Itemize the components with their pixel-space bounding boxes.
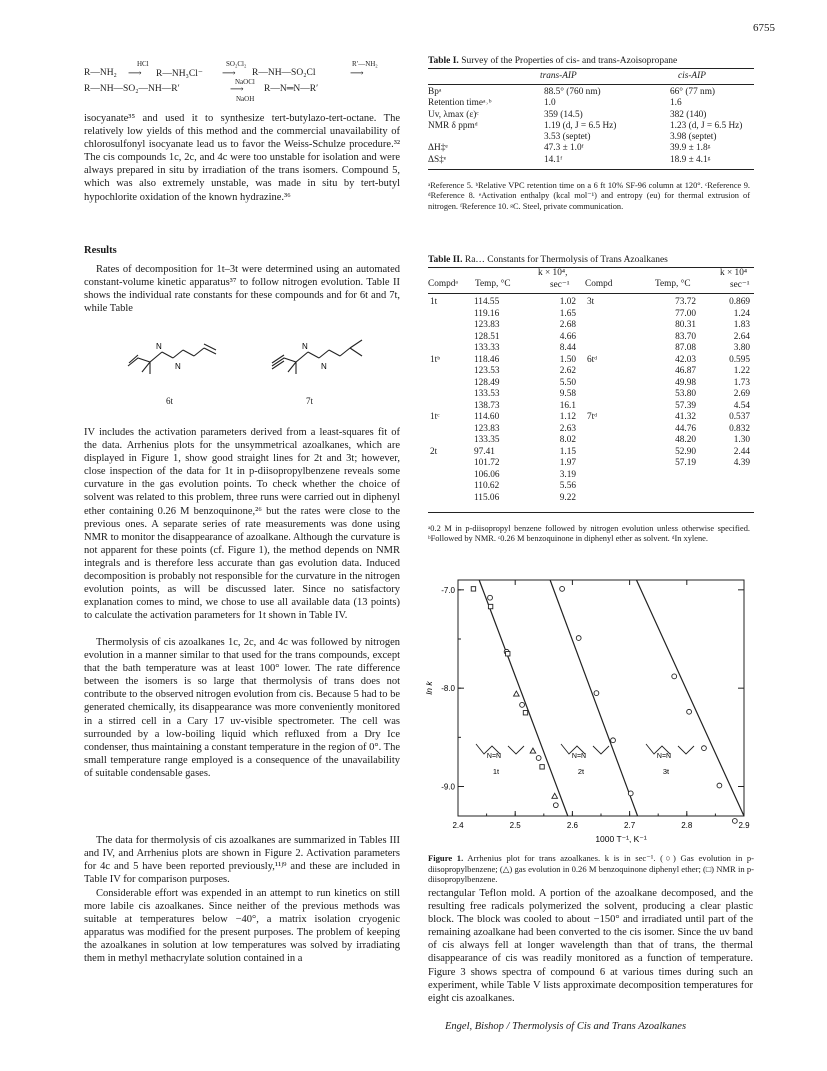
fit-line-1t xyxy=(479,580,568,816)
table2-cell xyxy=(428,378,472,390)
table2-cell: 1.15 xyxy=(559,446,576,457)
point-nmr-1t xyxy=(471,587,475,591)
table2-cell: 97.41 xyxy=(474,446,495,457)
fit-line-3t xyxy=(636,580,744,816)
table2-row xyxy=(428,424,578,436)
table2-row xyxy=(428,435,578,447)
table2-cell xyxy=(585,309,644,321)
table2-cell: 0.595 xyxy=(729,354,750,365)
table2-cell: 1.97 xyxy=(559,458,576,468)
table2-row xyxy=(585,401,752,413)
scheme-ammonium: R—NH₃Cl⁻ xyxy=(156,69,203,79)
table2-cell: 138.73 xyxy=(474,400,500,411)
figure-1-arrhenius-plot xyxy=(418,574,758,848)
table2-cell: 57.39 xyxy=(675,400,696,411)
table2-label: Table II. xyxy=(428,255,463,265)
table2-cell: 9.22 xyxy=(559,492,576,503)
point-gas-1t xyxy=(553,803,558,808)
point-gas-1t xyxy=(488,595,493,600)
left-paragraph-3 xyxy=(84,426,400,622)
table2-h-sec2: sec⁻¹ xyxy=(730,280,750,290)
table2-cell: 73.72 xyxy=(675,297,696,307)
table1-cell: 88.5° (760 nm) xyxy=(544,87,601,97)
scheme-sulfamide: R—NH—SO₂—NH—R′ xyxy=(84,84,180,94)
table2-row xyxy=(585,412,752,424)
table2-cell: 2.68 xyxy=(559,320,576,330)
table2-cell: 1.65 xyxy=(559,308,576,319)
table2-row xyxy=(428,320,578,332)
table2-cell: 118.46 xyxy=(474,354,500,365)
table2-row xyxy=(585,309,752,321)
x-axis-label: 1000 T⁻¹, K⁻¹ xyxy=(595,834,647,844)
left-paragraph-2 xyxy=(84,263,400,315)
point-bq-1t xyxy=(530,748,536,753)
point-gas-3t xyxy=(732,819,737,824)
table2-row xyxy=(585,447,752,459)
table1-cell: 1.23 (d, J = 6.5 Hz) xyxy=(670,120,743,131)
table2-cell xyxy=(585,343,644,355)
table2-cell xyxy=(428,309,472,321)
table1-cell: 359 (14.5) xyxy=(544,109,583,120)
table1-cell: 14.1ᶠ xyxy=(544,154,563,165)
table2-cell: 128.51 xyxy=(474,331,500,342)
table2-cell xyxy=(428,366,472,378)
table2-rule-bottom xyxy=(428,512,754,513)
paragraph-rates: Rates of decomposition for 1t–3t were determined using an automated constant-volume kinetic apparatus³⁷ to follow nitrogen evolution. Table II shows the individual rate constants for these compounds and for 6t and 7t, while Table xyxy=(84,264,400,315)
table1-cell: 382 (140) xyxy=(670,109,707,120)
structure-3t-tail xyxy=(678,746,694,754)
table2-cell: 57.19 xyxy=(675,458,696,468)
table1-cell: Bpᵃ xyxy=(428,87,442,97)
table2-cell: 4.66 xyxy=(559,331,576,342)
n-label: N xyxy=(321,362,327,371)
table2-h-temp2: Temp, °C xyxy=(655,279,691,289)
table1-cell: Uv, λmax (ε)ᶜ xyxy=(428,109,479,120)
table1-cell: 1.6 xyxy=(670,98,682,109)
table2-cell xyxy=(585,401,644,413)
label-6t: 6t xyxy=(166,396,174,406)
scheme-arrow-1: ⟶ xyxy=(128,69,142,79)
table2-cell: 83.70 xyxy=(675,331,696,342)
table2-cell: 5.56 xyxy=(559,481,576,491)
table2-cell: 46.87 xyxy=(675,366,696,376)
table2-cell: 106.06 xyxy=(474,469,500,480)
table1-row xyxy=(426,143,764,154)
table2-cell xyxy=(428,424,472,436)
paragraph-cis-thermolysis: Thermolysis of cis azoalkanes 1c, 2c, and 4c was followed by nitrogen evolution in a manner similar to that used for the trans compounds, except that the bath temperature was at least 100° lower. The rate difference between the isomers is so large that thermolysis of trans does not contribute to the observed nitrogen evolution from cis. Because 5 had to be generated chemically, its disappearance was more conveniently monitored in a stirred cell in a Cary 17 uv-visible spectrometer. The cell was surrounded by a low-boiling liquid which refluxed from a Dry Ice condenser, thus maintaining a constant temperature in the region of 0°. The small temperature range employed is a consequence of the unavailability of suitable condensable gases. xyxy=(84,637,400,779)
structure-2t-tail xyxy=(593,746,609,754)
x-tick-label: 2.6 xyxy=(566,821,578,830)
table2-row xyxy=(585,366,752,378)
table2-h-compd: Compdᵃ xyxy=(428,279,458,289)
table2-row xyxy=(428,355,578,367)
table2-cell xyxy=(428,343,472,355)
x-tick-label: 2.4 xyxy=(452,821,464,830)
table2-cell: 2.44 xyxy=(733,446,750,457)
table2-cell: 2t xyxy=(430,446,438,457)
table2-cell: 1.22 xyxy=(733,366,750,376)
table2-cell: 49.98 xyxy=(675,377,696,388)
table2-row xyxy=(585,320,752,332)
table2-cell: 133.53 xyxy=(474,389,500,399)
table1-title xyxy=(428,56,758,66)
table1-row xyxy=(426,110,764,121)
table2-cell: 7tᵈ xyxy=(587,412,598,422)
table2-cell: 1.24 xyxy=(733,308,750,319)
table2-left-block xyxy=(428,297,578,504)
reagent-naoh: NaOH xyxy=(236,95,255,103)
table2-row xyxy=(428,297,578,309)
table2-cell: 2.64 xyxy=(733,331,750,342)
table2-cell: 2.62 xyxy=(559,366,576,376)
table1-caption: Survey of the Properties of cis- and trans-Azoisopropane xyxy=(461,56,678,66)
table1-cell: 66° (77 nm) xyxy=(670,87,716,97)
table2-cell: 52.90 xyxy=(675,446,696,457)
table1-cell: 47.3 ± 1.0ᶠ xyxy=(544,143,584,154)
figure-1-caption xyxy=(428,853,754,885)
table2-cell: 0.537 xyxy=(729,412,750,422)
structure-1t-nn: N=N xyxy=(486,753,502,760)
table2-cell xyxy=(585,424,644,436)
table2-cell: 80.31 xyxy=(675,320,696,330)
table2-cell xyxy=(428,470,472,482)
reagent-amine: R′—NH₂ xyxy=(352,60,378,68)
table1-cell: ΔS‡ᵉ xyxy=(428,154,447,165)
point-bq-1t xyxy=(514,691,520,696)
n-label: N xyxy=(302,342,308,351)
table2-h-k-left: k × 10⁴, xyxy=(538,268,568,278)
table2-row xyxy=(428,401,578,413)
structure-2t-nn: N=N xyxy=(571,753,587,760)
table2-cell: 48.20 xyxy=(675,435,696,445)
point-nmr-1t xyxy=(488,604,492,608)
table1-row xyxy=(426,155,764,166)
table2-row xyxy=(428,458,578,470)
fit-line-2t xyxy=(550,580,638,816)
point-bq-1t xyxy=(552,793,558,798)
table2-cell: 4.54 xyxy=(733,400,750,411)
table2-cell: 8.02 xyxy=(559,435,576,445)
point-gas-2t xyxy=(628,791,633,796)
table2-cell: 115.06 xyxy=(474,492,500,503)
right-paragraph-1 xyxy=(428,887,753,1005)
table2-cell: 123.83 xyxy=(474,320,500,330)
table2-cell: 0.832 xyxy=(729,423,750,434)
table2-cell: 114.55 xyxy=(474,297,500,307)
table2-row xyxy=(428,378,578,390)
table2-row xyxy=(428,447,578,459)
table2-cell: 5.50 xyxy=(559,377,576,388)
table2-cell: 128.49 xyxy=(474,377,500,388)
table1-rule-bottom xyxy=(428,169,754,170)
table2-cell xyxy=(585,458,644,470)
table1-cell: 1.0 xyxy=(544,98,556,109)
scheme-amine: R—NH₂ xyxy=(84,68,117,78)
point-gas-1t xyxy=(536,756,541,761)
structure-3t-nn: N=N xyxy=(656,753,672,760)
x-tick-label: 2.7 xyxy=(624,821,636,830)
table2-cell xyxy=(585,332,644,344)
table2-cell xyxy=(585,389,644,401)
figure-1-label: Figure 1. xyxy=(428,853,464,863)
table2-body xyxy=(585,297,752,470)
table2-row xyxy=(585,458,752,470)
table2-cell: 41.32 xyxy=(675,412,696,422)
table2-cell: 0.869 xyxy=(729,297,750,307)
scheme-arrow-4: ⟶ xyxy=(230,85,244,95)
structure-label-2t: 2t xyxy=(577,767,585,776)
table2-cell: 44.76 xyxy=(675,423,696,434)
y-tick-label: -8.0 xyxy=(441,684,455,694)
table2-h-temp: Temp, °C xyxy=(475,279,511,289)
table2-row xyxy=(585,343,752,355)
table2-cell: 3.19 xyxy=(559,469,576,480)
table2-row xyxy=(585,332,752,344)
paragraph-isocyanate: isocyanate³⁵ and used it to synthesize tert-butylazo-tert-octane. The relatively low yields of this method and the commercial unavailability of chlorosulfonyl isocyanate lead us to favor the Weiss-Schulze procedure.³² The cis compounds 1c, 2c, and 4c were too unstable for isolation and were always prepared in situ by irradiation of the trans isomers. Compound 5, which was also extremely unstable, was made in situ by tert-butyl hypochlorite oxidation of the known hydrazine.³⁶ xyxy=(84,113,400,203)
results-heading: Results xyxy=(84,245,117,256)
table2-cell: 16.1 xyxy=(559,400,576,411)
table1-col-cis: cis-AIP xyxy=(678,71,706,81)
table2-cell: 114.60 xyxy=(474,412,500,422)
table2-cell: 42.03 xyxy=(675,354,696,365)
table2-cell: 123.83 xyxy=(474,423,500,434)
table2-cell: 110.62 xyxy=(474,481,500,491)
scheme-sulfamoyl: R—NH—SO₂Cl xyxy=(252,68,316,78)
table1-cell: NMR δ ppmᵈ xyxy=(428,120,478,131)
table2-cell: 1.12 xyxy=(559,412,576,422)
left-paragraph-1 xyxy=(84,112,400,204)
structures-6t-7t xyxy=(120,336,380,386)
table1-cell: 1.19 (d, J = 6.5 Hz) xyxy=(544,120,617,131)
table1-cell: ΔH‡ᵉ xyxy=(428,143,448,154)
table1-row xyxy=(426,132,764,143)
table2-cell xyxy=(428,332,472,344)
table2-cell xyxy=(428,493,472,505)
table2-cell: 3t xyxy=(587,297,595,307)
table2-cell: 1.73 xyxy=(733,377,750,388)
table2-cell: 101.72 xyxy=(474,458,500,468)
table1 xyxy=(426,87,764,166)
table2-h-k-right: k × 10⁴ xyxy=(720,268,748,278)
table2-cell xyxy=(585,320,644,332)
table2-row xyxy=(428,493,578,505)
point-gas-2t xyxy=(560,586,565,591)
x-tick-label: 2.8 xyxy=(681,821,693,830)
table2-cell xyxy=(428,481,472,493)
table2-rule-header xyxy=(428,293,754,294)
point-gas-2t xyxy=(611,738,616,743)
table2-cell: 123.53 xyxy=(474,366,500,376)
table2-rule-top xyxy=(428,267,754,268)
table2-cell: 1.30 xyxy=(733,435,750,445)
table2-cell xyxy=(428,320,472,332)
point-gas-3t xyxy=(717,783,722,788)
paragraph-cis-summary: The data for thermolysis of cis azoalkanes are summarized in Tables III and IV, and Arrhenius plots are shown in Figure 2. Activation parameters for 4c and 5 have been reported previously,¹¹ʲ⁹ and these are included in Table IV for comparison purposes. xyxy=(84,835,400,886)
table2-cell: 119.16 xyxy=(474,308,500,319)
reagent-hcl: HCl xyxy=(137,60,149,68)
table1-row xyxy=(426,87,764,98)
table2-cell: 77.00 xyxy=(675,308,696,319)
plot-frame xyxy=(458,580,744,816)
n-label: N xyxy=(156,342,162,351)
table1-label: Table I. xyxy=(428,56,459,66)
point-gas-2t xyxy=(594,691,599,696)
table2-row xyxy=(428,389,578,401)
table2-cell: 6tᵈ xyxy=(587,354,598,365)
reagent-naocl: NaOCl xyxy=(235,78,255,86)
table2-row xyxy=(585,355,752,367)
table2-cell xyxy=(585,378,644,390)
table2-cell xyxy=(585,435,644,447)
table2-row xyxy=(428,481,578,493)
table2-row xyxy=(428,412,578,424)
table1-rule-header xyxy=(428,84,754,85)
label-7t: 7t xyxy=(306,396,314,406)
structure-label-3t: 3t xyxy=(662,767,670,776)
table2-row xyxy=(428,470,578,482)
y-axis-label: ln k xyxy=(424,681,434,695)
table2-cell: 1.83 xyxy=(733,320,750,330)
table2-cell: 1tᶜ xyxy=(430,412,440,422)
left-paragraph-4 xyxy=(84,636,400,780)
reagent-so2cl2: SO₂Cl₂ xyxy=(226,60,247,68)
table1-cell: 3.53 (septet) xyxy=(544,132,591,143)
table2-cell xyxy=(585,366,644,378)
left-paragraph-5 xyxy=(84,834,400,886)
point-nmr-1t xyxy=(506,652,510,656)
structure-label-1t: 1t xyxy=(492,767,500,776)
paragraph-teflon: rectangular Teflon mold. A portion of the azoalkane decomposed, and the resulting free radicals polymerized the solvent, producing a clear plastic block. The block was cooled to about −150° and irradiated until part of the remaining azoalkane had been converted to the cis isomer. Since the uv band of cis always fell at longer wavelength than that of trans, the thermal disappearance of cis was readily monitored as a function of temperature. Figure 3 shows spectra of compound 6 at various times during such an experiment, while Table V lists approximate decomposition temperatures for eight cis azoalkanes. xyxy=(428,888,753,1004)
table1-cell: 39.9 ± 1.8ᵍ xyxy=(670,143,711,154)
table2-row xyxy=(428,332,578,344)
paragraph-activation: IV includes the activation parameters derived from a least-squares fit of the data. Arrhenius plots for the unsymmetrical azoalkanes, which are displayed in Figure 1, show good straight lines for 2t and 3t; however, close inspection of the data for 1t in p-diisopropylbenzene reveals some curvature in the gas evolution points. To check whether the choice of solvent was related to this problem, three runs were carried out in diphenyl ether containing 0.26 M benzoquinone,²⁶ but the rates were close to the previous ones. A separate series of rate measurements was done using NMR to monitor the disappearance of azoalkane. Although the curvature is not apparent for these points (cf. Figure 1), the method depends on NMR integrals and is therefore less accurate than gas evolution data. Induced decomposition is probably not responsible for the curvature in the nitrogen evolution points, as will be discussed later. Since no satisfactory explanation comes to mind, we chose to use all available data (13 points) to calculate the activation parameters for 1t shown in Table IV. xyxy=(84,427,400,622)
reaction-scheme xyxy=(84,60,400,108)
table2-cell: 1tᵇ xyxy=(430,354,441,365)
point-nmr-1t xyxy=(523,711,527,715)
y-tick-label: -9.0 xyxy=(441,782,455,792)
table2-row xyxy=(585,435,752,447)
table1-col-trans: trans-AIP xyxy=(540,71,577,81)
table2-body xyxy=(428,297,578,504)
structure-1t-tail xyxy=(508,746,524,754)
table2-row xyxy=(585,297,752,309)
table2-footnote: ᵃ0.2 M in p-diisopropyl benzene followed by nitrogen evolution unless otherwise specified. ᵇFollowed by NMR. ᶜ0.26 M benzoquinone in diphenyl ether as solvent. ᵈIn xylene. xyxy=(428,524,750,544)
table2-cell: 53.80 xyxy=(675,389,696,399)
scheme-azoalkane: R—N═N—R′ xyxy=(264,84,319,94)
y-tick-label: -7.0 xyxy=(441,585,455,595)
table1-row xyxy=(426,98,764,109)
left-paragraph-6 xyxy=(84,887,400,966)
x-tick-label: 2.5 xyxy=(509,821,521,830)
table2-cell: 1t xyxy=(430,297,438,307)
table2-row xyxy=(585,389,752,401)
x-tick-label: 2.9 xyxy=(738,821,750,830)
point-gas-3t xyxy=(687,709,692,714)
point-gas-1t xyxy=(520,702,525,707)
running-footer: Engel, Bishop / Thermolysis of Cis and Trans Azoalkanes xyxy=(445,1021,687,1032)
table2-right-block xyxy=(585,297,752,470)
table2-row xyxy=(585,378,752,390)
point-gas-3t xyxy=(672,674,677,679)
table1-cell: 18.9 ± 4.1ᵍ xyxy=(670,154,711,165)
table2-cell: 3.80 xyxy=(733,343,750,353)
table2-row xyxy=(428,309,578,321)
point-gas-3t xyxy=(702,746,707,751)
point-gas-2t xyxy=(576,636,581,641)
point-nmr-1t xyxy=(540,765,544,769)
table2-cell xyxy=(428,458,472,470)
figure-1-caption-text: Arrhenius plot for trans azoalkanes. k is in sec⁻¹. (○) Gas evolution in p-diisopropylbenzene; (△) gas evolution in 0.26 M benzoquinone diphenyl ether; (□) NMR in p-diisopropylbenzene. xyxy=(428,853,755,885)
table2-h-compd2: Compd xyxy=(585,279,613,289)
table1-row xyxy=(426,121,764,132)
table1-cell: 3.98 (septet) xyxy=(670,132,717,143)
table2-cell: 8.44 xyxy=(559,343,576,353)
table1-cell: Retention timeᵃ˒ᵇ xyxy=(428,98,492,109)
table1-cell xyxy=(426,132,542,143)
table2-cell xyxy=(428,401,472,413)
table1-footnote: ᵃReference 5. ᵇRelative VPC retention time on a 6 ft 10% SF-96 column at 120°. ᶜReference 9. ᵈReference 8. ᵉActivation enthalpy (kcal mol⁻¹) and entropy (eu) for thermal extrusion of nitrogen. ᶠReference 10. ᵍC. Steel, private communication. xyxy=(428,181,750,211)
table2-cell: 2.63 xyxy=(559,423,576,434)
table2-cell xyxy=(428,435,472,447)
table2-caption: Ra… Constants for Thermolysis of Trans Azoalkanes xyxy=(464,255,668,265)
table2-cell: 9.58 xyxy=(559,389,576,399)
table2-cell: 133.35 xyxy=(474,435,500,445)
table2-cell: 133.33 xyxy=(474,343,500,353)
table2-h-sec: sec⁻¹ xyxy=(550,280,570,290)
scheme-arrow-3: ⟶ xyxy=(350,69,364,79)
table2-title xyxy=(428,255,758,265)
page-number: 6755 xyxy=(753,22,775,34)
table2-row xyxy=(428,343,578,355)
table2-cell xyxy=(585,447,644,459)
table2-cell: 1.02 xyxy=(559,297,576,307)
n-label: N xyxy=(175,362,181,371)
table2-cell: 4.39 xyxy=(733,458,750,468)
table2-row xyxy=(428,366,578,378)
table2-row xyxy=(585,424,752,436)
table2-cell: 1.50 xyxy=(559,354,576,365)
table2-cell: 87.08 xyxy=(675,343,696,353)
paragraph-labile: Considerable effort was expended in an attempt to run kinetics on still more labile cis azoalkanes. Since neither of the previous methods was suitable at temperatures below −40°, a matrix isolation cryogenic apparatus was modified for the present purposes. The problem of keeping the azoalkanes in solution at low temperatures was solved by irradiating them in methyl methacrylate solution contained in a xyxy=(84,888,400,965)
table2-cell xyxy=(428,389,472,401)
scheme-arrow-2: ⟶ xyxy=(222,69,236,79)
table1-rule-top xyxy=(428,68,754,69)
table2-cell: 2.69 xyxy=(733,389,750,399)
